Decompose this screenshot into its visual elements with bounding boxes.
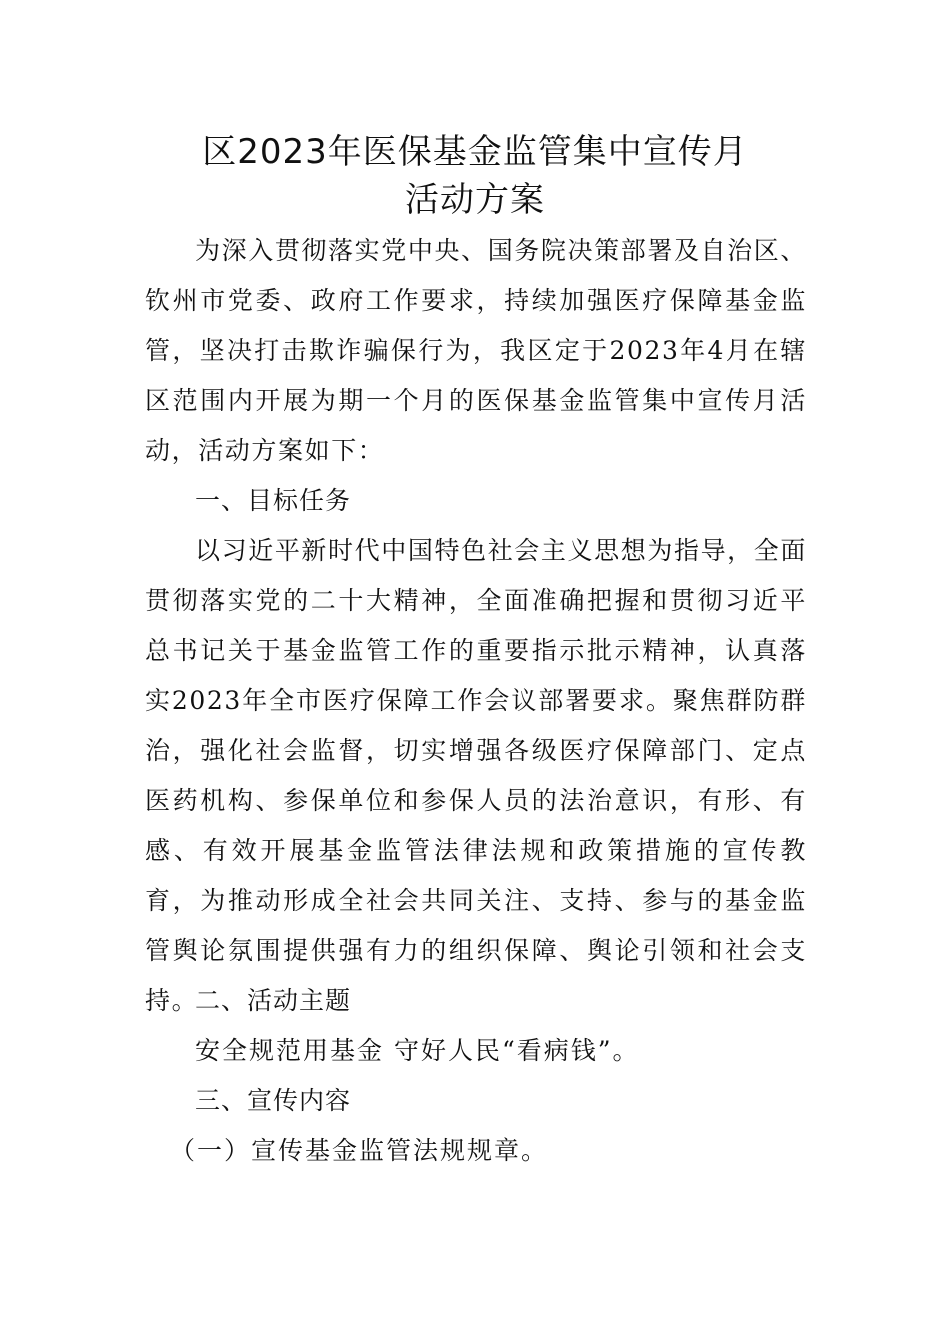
intro-paragraph: 为深入贯彻落实党中央、国务院决策部署及自治区、钦州市党委、政府工作要求，持续加强医疗保障基金监管，坚决打击欺诈骗保行为，我区定于2023年4月在辖区范围内开展为期一个月的医保基金监管集中宣传月活动，活动方案如下： (145, 236, 807, 465)
document-title (0, 128, 950, 224)
section-heading-theme: 二、活动主题 (195, 986, 352, 1015)
intro-paragraph-block (145, 226, 807, 476)
theme-paragraph: 安全规范用基金 守好人民“看病钱”。 (195, 1036, 640, 1065)
title-line-1: 区2023年医保基金监管集中宣传月 (202, 132, 748, 172)
goals-paragraph-block (145, 526, 807, 1026)
goals-paragraph: 以习近平新时代中国特色社会主义思想为指导，全面贯彻落实党的二十大精神，全面准确把握和贯彻习近平总书记关于基金监管工作的重要指示批示精神，认真落实2023年全市医疗保障工作会议部署要求。聚焦群防群治，强化社会监督，切实增强各级医疗保障部门、定点医药机构、参保单位和参保人员的法治意识，有形、有感、有效开展基金监管法律法规和政策措施的宣传教育，为推动形成全社会共同关注、支持、参与的基金监管舆论氛围提供强有力的组织保障、舆论引领和社会支持。 (145, 536, 807, 1015)
content-item-1: （一）宣传基金监管法规规章。 (170, 1136, 549, 1165)
section-heading-goals: 一、目标任务 (195, 486, 352, 515)
section-heading-content: 三、宣传内容 (195, 1086, 352, 1115)
title-line-2: 活动方案 (405, 180, 545, 220)
